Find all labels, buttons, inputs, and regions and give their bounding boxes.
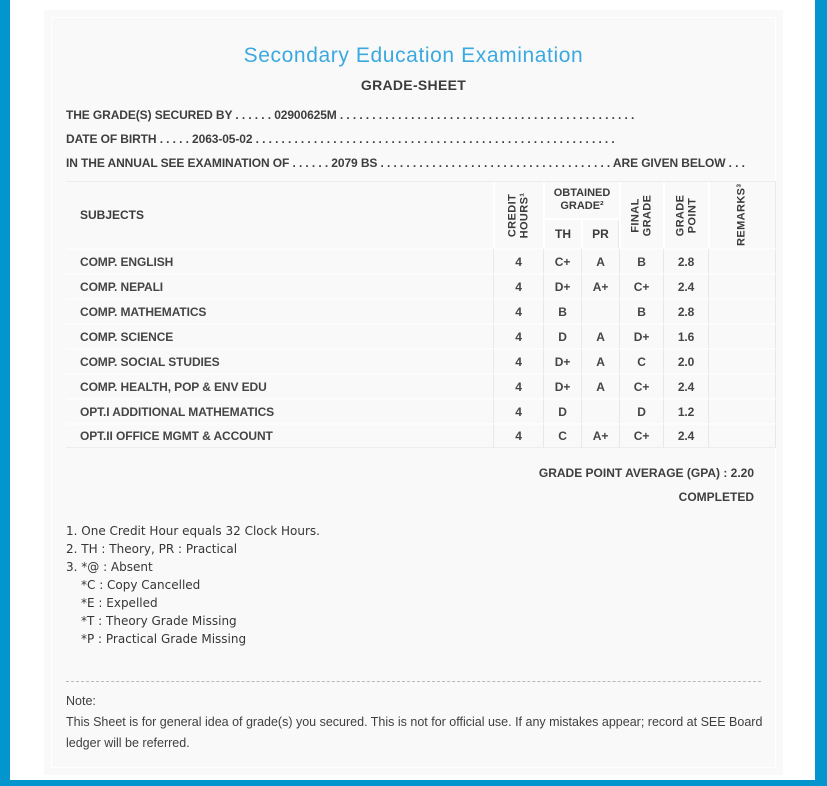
pr-grade-cell: A — [581, 248, 619, 273]
pr-grade-cell: A — [581, 348, 619, 373]
final-grade-label-line1: FINAL — [629, 197, 642, 233]
footnote-3-items — [66, 576, 769, 648]
remarks-label: REMARKS³ — [735, 183, 748, 247]
grade-point-label-line1: GRADE — [674, 194, 687, 236]
page-border-right — [815, 0, 827, 786]
subject-cell: COMP. SOCIAL STUDIES — [66, 348, 493, 373]
sheet-subtitle: GRADE-SHEET — [360, 77, 467, 93]
footnote-2: 2. TH : Theory, PR : Practical — [66, 542, 238, 556]
subject-cell: OPT.II OFFICE MGMT & ACCOUNT — [66, 423, 493, 448]
remarks-cell — [708, 298, 776, 323]
obtained-grade-label-line2: GRADE² — [560, 200, 604, 212]
th-grade-cell: D+ — [543, 273, 581, 298]
final-grade-cell: C — [619, 348, 663, 373]
grades-table — [66, 181, 776, 448]
grade-point-cell: 2.8 — [663, 298, 708, 323]
subject-cell: COMP. MATHEMATICS — [66, 298, 493, 323]
subject-cell: COMP. HEALTH, POP & ENV EDU — [66, 373, 493, 398]
credit-hours-cell: 4 — [493, 273, 543, 298]
credit-hours-cell: 4 — [493, 423, 543, 448]
remarks-cell — [708, 248, 776, 273]
student-info — [58, 103, 769, 175]
col-header-final-grade — [619, 182, 663, 248]
col-header-credit-hours — [493, 182, 543, 248]
grades-table-body — [66, 248, 776, 448]
grade-point-cell: 1.2 — [663, 398, 708, 423]
col-header-th: TH — [543, 220, 581, 248]
remarks-cell — [708, 348, 776, 373]
remarks-cell — [708, 323, 776, 348]
subject-cell: COMP. NEPALI — [66, 273, 493, 298]
th-grade-cell: D+ — [543, 373, 581, 398]
table-row — [66, 373, 776, 398]
remarks-cell — [708, 373, 776, 398]
col-header-obtained-grade — [543, 182, 619, 220]
page-title: Secondary Education Examination — [243, 44, 584, 67]
final-grade-cell: D — [619, 398, 663, 423]
remarks-cell — [708, 398, 776, 423]
credit-hours-cell: 4 — [493, 398, 543, 423]
table-row — [66, 248, 776, 273]
remarks-cell — [708, 273, 776, 298]
grade-sheet — [44, 10, 783, 775]
col-header-pr: PR — [581, 220, 619, 248]
note-block — [58, 691, 769, 754]
dashed-divider — [66, 681, 761, 682]
subject-cell: COMP. SCIENCE — [66, 323, 493, 348]
th-grade-cell: C+ — [543, 248, 581, 273]
pr-grade-cell: A+ — [581, 273, 619, 298]
subject-cell: COMP. ENGLISH — [66, 248, 493, 273]
table-row — [66, 423, 776, 448]
table-row — [66, 298, 776, 323]
table-row — [66, 323, 776, 348]
grade-point-cell: 2.4 — [663, 273, 708, 298]
grade-point-cell: 1.6 — [663, 323, 708, 348]
gpa-line: GRADE POINT AVERAGE (GPA) : 2.20 — [538, 466, 754, 480]
footnotes-block — [58, 522, 769, 648]
credit-hours-cell: 4 — [493, 323, 543, 348]
th-grade-cell: D — [543, 398, 581, 423]
credit-hours-cell: 4 — [493, 348, 543, 373]
grade-sheet-inner — [51, 17, 776, 768]
obtained-grade-label-line1: OBTAINED — [553, 187, 611, 199]
page-border-bottom — [0, 780, 827, 786]
final-grade-cell: C+ — [619, 273, 663, 298]
final-grade-cell: D+ — [619, 323, 663, 348]
final-grade-cell: B — [619, 248, 663, 273]
col-header-subjects: SUBJECTS — [66, 182, 493, 248]
secured-by-line: THE GRADE(S) SECURED BY . . . . . . 02900625M . . . . . . . . . . . . . . . . . . . . . . . . . . . . . . . . . . . . . . . . . . . . . . — [66, 108, 635, 122]
final-grade-cell: C+ — [619, 373, 663, 398]
summary-block — [58, 461, 769, 509]
final-grade-cell: C+ — [619, 423, 663, 448]
note-text: This Sheet is for general idea of grade(s) you secured. This is not for official use. If any mistakes appear; record at SEE Board ledger will be referred. — [66, 715, 763, 750]
remarks-cell — [708, 423, 776, 448]
footnote-3-item: *P : Practical Grade Missing — [81, 632, 247, 646]
grade-point-cell: 2.8 — [663, 248, 708, 273]
note-label: Note: — [66, 694, 96, 708]
footnote-3-item: *C : Copy Cancelled — [81, 578, 201, 592]
subject-cell: OPT.I ADDITIONAL MATHEMATICS — [66, 398, 493, 423]
pr-grade-cell: A+ — [581, 423, 619, 448]
th-grade-cell: D — [543, 323, 581, 348]
page-border-left — [0, 0, 10, 786]
th-grade-cell: D+ — [543, 348, 581, 373]
pr-grade-cell: A — [581, 323, 619, 348]
date-of-birth-line: DATE OF BIRTH . . . . . 2063-05-02 . . . . . . . . . . . . . . . . . . . . . . . . . . . . . . . . . . . . . . . . . . . . . . . . . . . . . . . . — [66, 132, 615, 146]
pr-grade-cell: A — [581, 373, 619, 398]
credit-hours-label-line1: CREDIT — [506, 193, 519, 237]
credit-hours-label-line2: HOURS¹ — [517, 192, 530, 238]
footnote-1: 1. One Credit Hour equals 32 Clock Hours. — [66, 524, 320, 538]
col-header-grade-point — [663, 182, 708, 248]
pr-grade-cell — [581, 298, 619, 323]
credit-hours-cell: 4 — [493, 248, 543, 273]
final-grade-label-line2: GRADE — [641, 194, 654, 236]
table-row — [66, 348, 776, 373]
footnote-3-item: *E : Expelled — [81, 596, 158, 610]
grade-point-label-line2: POINT — [685, 197, 698, 233]
table-row — [66, 398, 776, 423]
footnote-3: 3. *@ : Absent — [66, 560, 153, 574]
pr-grade-cell — [581, 398, 619, 423]
col-header-remarks — [708, 182, 776, 248]
final-grade-cell: B — [619, 298, 663, 323]
grade-point-cell: 2.4 — [663, 423, 708, 448]
credit-hours-cell: 4 — [493, 298, 543, 323]
th-grade-cell: C — [543, 423, 581, 448]
credit-hours-cell: 4 — [493, 373, 543, 398]
th-grade-cell: B — [543, 298, 581, 323]
grade-point-cell: 2.0 — [663, 348, 708, 373]
examination-line: IN THE ANNUAL SEE EXAMINATION OF . . . . . . 2079 BS . . . . . . . . . . . . . . . . . . . . . . . . . . . . . . . . . . . . ARE GIVEN BELOW . . . — [66, 156, 745, 170]
table-row — [66, 273, 776, 298]
status-line: COMPLETED — [678, 490, 754, 504]
grade-point-cell: 2.4 — [663, 373, 708, 398]
footnote-3-item: *T : Theory Grade Missing — [81, 614, 237, 628]
